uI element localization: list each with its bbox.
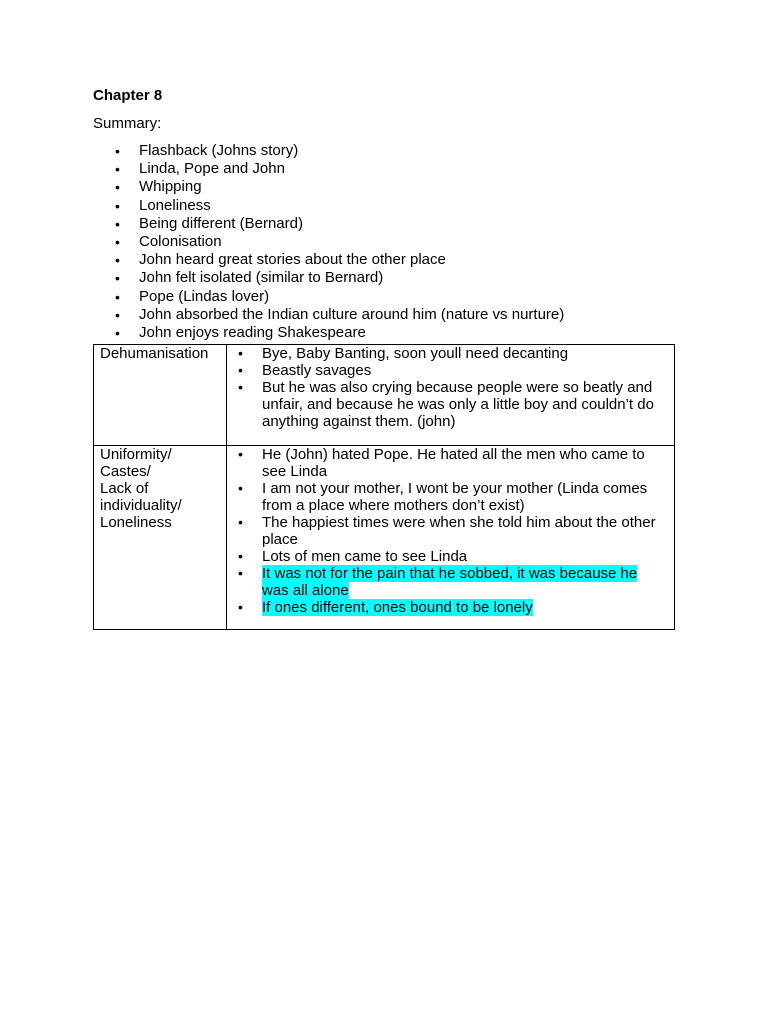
- list-item: [227, 548, 674, 565]
- list-item-text: Linda, Pope and John: [139, 160, 285, 178]
- bullet-icon: •: [238, 599, 243, 616]
- bullet-icon: •: [115, 270, 120, 287]
- bullet-icon: •: [238, 565, 243, 582]
- list-item: [93, 306, 675, 324]
- list-item: [93, 178, 675, 196]
- point-text: Lots of men came to see Linda: [262, 548, 468, 566]
- list-item: [93, 269, 675, 287]
- theme-label: Dehumanisation: [100, 345, 209, 363]
- list-item-text: Being different (Bernard): [139, 214, 303, 232]
- theme-cell: [94, 446, 227, 630]
- point-text: But he was also crying because people were so beatly and unfair, and because he was only a little boy and couldn’t do anything against them. (john): [262, 379, 654, 431]
- list-item: [227, 345, 674, 362]
- list-item: [93, 197, 675, 215]
- theme-label-line: Uniformity/: [100, 446, 172, 464]
- table-row: [94, 446, 675, 630]
- list-item: [93, 324, 675, 342]
- list-item: [227, 362, 674, 379]
- list-item: [227, 446, 674, 480]
- list-item-text: Whipping: [139, 178, 202, 196]
- bullet-icon: •: [115, 233, 120, 250]
- list-item: [227, 480, 674, 514]
- bullet-icon: •: [238, 446, 243, 463]
- list-item-text: Pope (Lindas lover): [139, 287, 270, 305]
- points-list: [227, 345, 674, 430]
- list-item: [227, 514, 674, 548]
- list-item: [93, 215, 675, 233]
- list-item-text: John felt isolated (similar to Bernard): [139, 269, 384, 287]
- list-item: [227, 599, 674, 616]
- point-text: He (John) hated Pope. He hated all the men who came to see Linda: [262, 446, 645, 481]
- summary-list: [93, 142, 675, 342]
- theme-label-line: Lack of: [100, 480, 149, 498]
- point-text: The happiest times were when she told him about the other place: [262, 514, 656, 549]
- bullet-icon: •: [115, 179, 120, 196]
- summary-label: Summary:: [93, 115, 162, 132]
- bullet-icon: •: [115, 306, 120, 323]
- theme-cell: [94, 345, 227, 446]
- document-page: [93, 86, 675, 630]
- list-item: [93, 160, 675, 178]
- point-text: Beastly savages: [262, 362, 372, 380]
- bullet-icon: •: [238, 514, 243, 531]
- list-item: [227, 379, 674, 430]
- list-item: [227, 565, 674, 599]
- list-item-text: John heard great stories about the other place: [139, 251, 446, 269]
- list-item: [93, 142, 675, 160]
- table-row: [94, 345, 675, 446]
- list-item-text: John absorbed the Indian culture around him (nature vs nurture): [139, 305, 565, 323]
- list-item-text: Loneliness: [139, 196, 211, 214]
- bullet-icon: •: [238, 379, 243, 396]
- highlighted-point-text: If ones different, ones bound to be lonely: [262, 599, 533, 617]
- bullet-icon: •: [238, 548, 243, 565]
- bullet-icon: •: [115, 197, 120, 214]
- list-item-text: Flashback (Johns story): [139, 142, 299, 159]
- bullet-icon: •: [115, 161, 120, 178]
- points-cell: [227, 446, 675, 630]
- chapter-title: Chapter 8: [93, 87, 163, 104]
- bullet-icon: •: [115, 252, 120, 269]
- theme-label-line: Castes/: [100, 463, 151, 481]
- bullet-icon: •: [115, 215, 120, 232]
- list-item: [93, 251, 675, 269]
- bullet-icon: •: [238, 345, 243, 362]
- list-item: [93, 233, 675, 251]
- bullet-icon: •: [115, 288, 120, 305]
- list-item: [93, 288, 675, 306]
- bullet-icon: •: [238, 362, 243, 379]
- list-item-text: Colonisation: [139, 232, 222, 250]
- bullet-icon: •: [238, 480, 243, 497]
- points-cell: [227, 345, 675, 446]
- point-text: I am not your mother, I wont be your mother (Linda comes from a place where mothers don’t exist): [262, 480, 648, 515]
- list-item-text: John enjoys reading Shakespeare: [139, 323, 366, 341]
- point-text: Bye, Baby Banting, soon youll need decanting: [262, 345, 569, 363]
- bullet-icon: •: [115, 324, 120, 341]
- highlighted-point-text: It was not for the pain that he sobbed, it was because he was all alone: [262, 565, 638, 600]
- theme-label-line: Loneliness: [100, 514, 172, 532]
- bullet-icon: •: [115, 143, 120, 159]
- themes-table: [93, 344, 675, 630]
- points-list: [227, 446, 674, 616]
- theme-label-line: individuality/: [100, 497, 182, 515]
